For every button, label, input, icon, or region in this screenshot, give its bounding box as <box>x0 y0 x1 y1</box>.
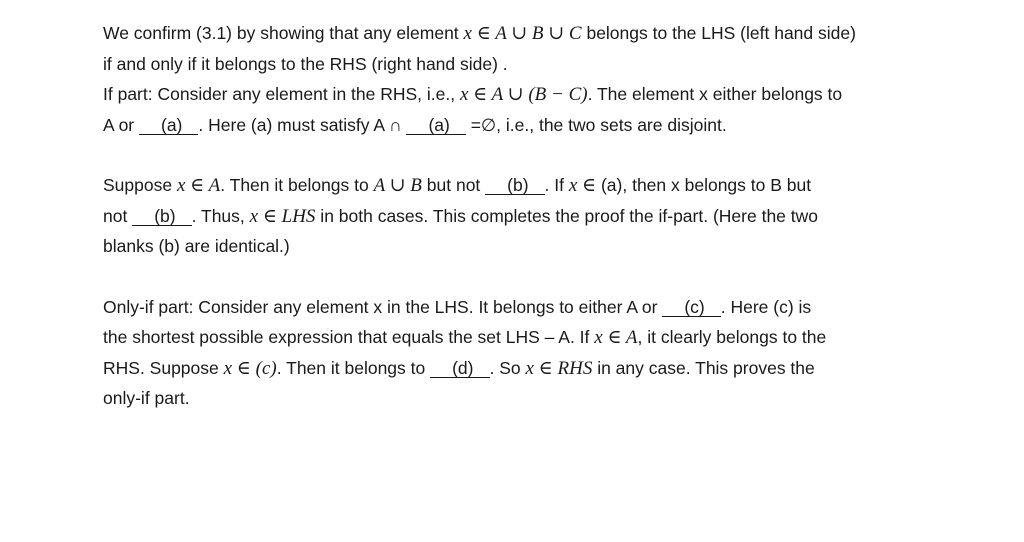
text: We confirm (3.1) by showing that any element <box>103 23 464 43</box>
text: but not <box>421 175 486 195</box>
paragraph-if-part <box>103 18 983 140</box>
blank-b: (b) <box>132 208 191 226</box>
math-expression: x ∈ (c) <box>223 357 277 379</box>
text-line <box>103 79 983 110</box>
text: . Then it belongs to <box>220 175 374 195</box>
text-line <box>103 383 983 414</box>
text-line <box>103 170 983 201</box>
text: If part: Consider any element in the RHS, i.e., <box>103 84 460 104</box>
text-line <box>103 18 983 49</box>
text: if and only if it belongs to the RHS (right hand side) . <box>103 53 508 74</box>
text: Suppose <box>103 175 177 195</box>
math-expression: x ∈ A <box>594 327 638 348</box>
text: RHS. Suppose <box>103 357 224 378</box>
text: the shortest possible expression that equals the set LHS – A. If <box>103 327 595 347</box>
math-expression: x ∈ <box>568 175 597 196</box>
text: . Here (c) is <box>720 296 812 317</box>
text-line <box>103 201 983 232</box>
text: =∅, i.e., the two sets are disjoint. <box>465 114 727 135</box>
blank-d: (d) <box>430 360 489 378</box>
text: . Then it belongs to <box>276 357 431 378</box>
text: in any case. This proves the <box>592 357 815 378</box>
blank-a: (a) <box>139 117 198 135</box>
text-line <box>103 110 983 141</box>
text: only-if part. <box>103 388 190 408</box>
math-expression: x ∈ RHS <box>525 357 593 379</box>
text: . So <box>489 357 526 378</box>
text: belongs to the LHS (left hand side) <box>581 23 856 43</box>
math-expression: A ∪ B <box>373 175 422 196</box>
text: . If <box>544 175 569 195</box>
text: . Thus, <box>191 205 250 226</box>
math-expression: x ∈ A ∪ (B − C) <box>459 84 588 105</box>
text: . Here (a) must satisfy A ∩ <box>198 114 407 135</box>
math-expression: x ∈ A ∪ B ∪ C <box>463 23 582 44</box>
blank-b: (b) <box>485 177 544 195</box>
paragraph-only-if-part <box>103 292 983 414</box>
text: Only-if part: Consider any element x in the LHS. It belongs to either A or <box>103 296 663 317</box>
text-line <box>103 322 983 353</box>
text: (a), then x belongs to B but <box>596 175 812 195</box>
blank-a: (a) <box>406 117 465 135</box>
math-expression: x ∈ A <box>176 175 221 196</box>
text: , it clearly belongs to the <box>637 327 827 347</box>
document-body <box>103 18 983 414</box>
text-line <box>103 353 983 384</box>
blank-c: (c) <box>662 299 720 317</box>
text: not <box>103 205 133 226</box>
text: in both cases. This completes the proof the if-part. (Here the two <box>315 205 818 226</box>
text-line <box>103 49 983 80</box>
math-expression: x ∈ LHS <box>249 205 316 227</box>
text-line <box>103 231 983 262</box>
paragraph-suppose <box>103 170 983 262</box>
text: . The element x either belongs to <box>587 84 843 104</box>
text-line <box>103 292 983 323</box>
text: blanks (b) are identical.) <box>103 236 290 256</box>
text: A or <box>103 114 139 135</box>
